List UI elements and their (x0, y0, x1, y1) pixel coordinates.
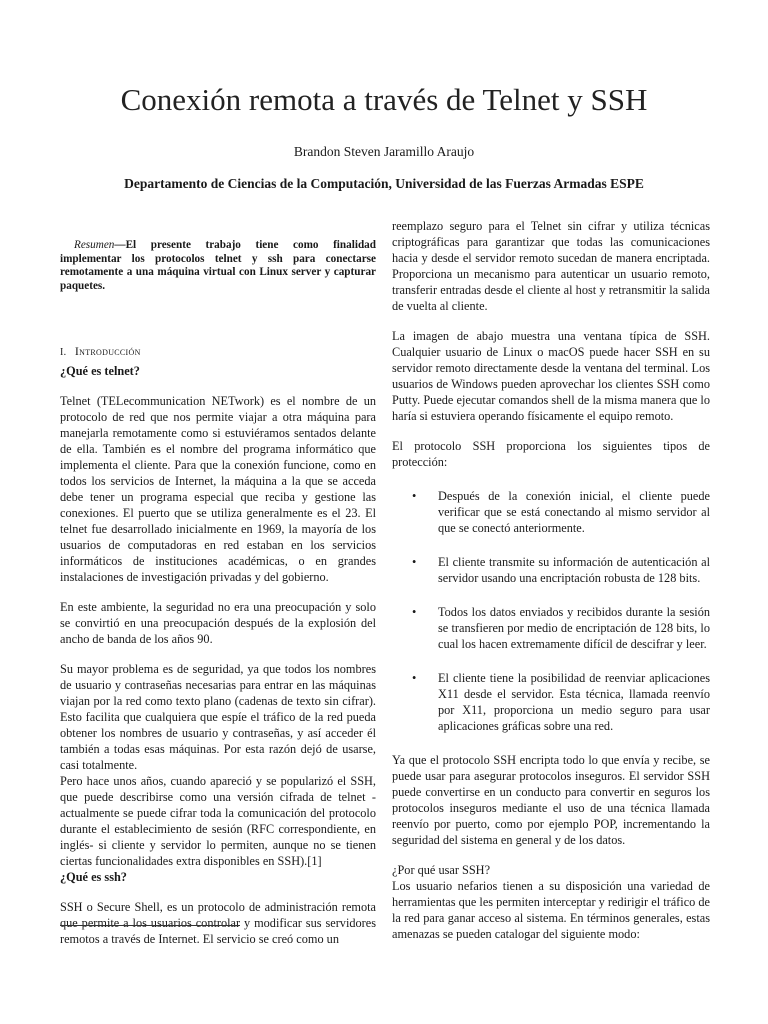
bullet-icon: • (412, 555, 417, 569)
subheading-que-es-ssh: ¿Qué es ssh? (60, 870, 127, 884)
right-column (392, 218, 710, 942)
footnote-rule (60, 925, 240, 926)
subheading-que-es-telnet: ¿Qué es telnet? (60, 364, 140, 378)
section-title: Introducción (74, 344, 141, 358)
abstract (60, 239, 376, 293)
paragraph-problema: Su mayor problema es de seguridad, ya que todos los nombres de usuario y contraseñas necesarias para entrar en las máquinas viajan por la red como texto plano (cadenas de texto sin cifrar). Esto facilita que cualquiera que espíe el tráfico de la red pueda obtener los nombres de usuario y contraseñas, y así acceder él también a todas esas máquinas. Por esta razón dejó de usarse, casi totalmente. (60, 662, 376, 772)
bullet-icon: • (412, 489, 417, 503)
subheading-por-que-usar-ssh: ¿Por qué usar SSH? (392, 863, 491, 877)
list-item: • El cliente tiene la posibilidad de reenviar aplicaciones X11 desde el servidor. Esta técnica, llamada reenvío por X11, proporciona un medio seguro para usar aplicaciones gráficas sobre una red. (412, 671, 710, 733)
paragraph-nefarios: Los usuario nefarios tienen a su disposición una variedad de herramientas que les permiten interceptar y redirigir el tráfico de la red para ganar acceso al sistema. En términos generales, estas amenazas se pueden catalogar del siguiente modo: (392, 879, 710, 941)
list-item: • Todos los datos enviados y recibidos durante la sesión se transfieren por medio de encriptación de 128 bits, lo cual los hacen extremamente difícil de descifrar y leer. (412, 605, 710, 651)
paper-title: Conexión remota a través de Telnet y SSH (120, 82, 648, 117)
paragraph-encripta: Ya que el protocolo SSH encripta todo lo que envía y recibe, se puede usar para asegurar protocolos inseguros. El servidor SSH puede convertirse en un conducto para convertir en seguros los protocolos inseguros mediante el uso de una técnica llamada reenvío por puerto, como por ejemplo POP, incrementando la seguridad del sistema en general y de los datos. (392, 753, 710, 847)
author-affiliation: Departamento de Ciencias de la Computación, Universidad de las Fuerzas Armadas ESPE (124, 176, 644, 191)
paragraph-protocolo-proteccion: El protocolo SSH proporciona los siguientes tipos de protección: (392, 439, 710, 469)
author-name: Brandon Steven Jaramillo Araujo (293, 144, 475, 159)
bullet-icon: • (412, 605, 417, 619)
paragraph-imagen-ssh: La imagen de abajo muestra una ventana típica de SSH. Cualquier usuario de Linux o macOS puede hacer SSH en su servidor remoto directamente desde la ventana del terminal. Los usuarios de Windows pueden aprovechar los clientes SSH como Putty. Puede ejecutar comandos shell de la misma manera que lo haría si estuviera operando físicamente el equipo remoto. (392, 329, 710, 423)
paragraph-telnet: Telnet (TELecommunication NETwork) es el nombre de un protocolo de red que nos permite viajar a otra máquina para manejarla remotamente como si estuviéramos sentados delante de ella. También es el nombre del programa informático que implementa el cliente. Para que la conexión funcione, como en todos los servicios de Internet, la máquina a la que se acceda debe tener un programa especial que reciba y gestione las conexiones. El puerto que se utiliza generalmente es el 23. El telnet fue desarrollado inicialmente en 1969, la mayoría de los usuarios de computadoras en red estaban en los servicios informáticos de instituciones académicas, o en grandes instalaciones de investigación privadas y del gobierno. (60, 394, 376, 584)
left-column (60, 239, 376, 947)
paragraph-hace-unos-anos: Pero hace unos años, cuando apareció y se popularizó el SSH, que puede describirse como una versión cifrada de telnet -actualmente se puede cifrar toda la comunicación del protocolo durante el establecimiento de sesión (RFC correspondiente, en inglés- si cliente y servidor lo permiten, aunque no se tienen ciertas funcionalidades extra disponibles en SSH).[1] (60, 774, 376, 868)
list-item: • Después de la conexión inicial, el cliente puede verificar que se está conectando al mismo servidor al que se conectó anteriormente. (412, 489, 710, 535)
section-heading-introduction (60, 343, 376, 361)
section-number: I. (60, 347, 67, 358)
abstract-text: —El presente trabajo tiene como finalidad implementar los protocolos telnet y ssh para conectarse remotamente a una máquina virtual con Linux server y capturar paquetes. (60, 239, 376, 292)
abstract-lead: Resumen (74, 239, 115, 251)
list-item: • El cliente transmite su información de autenticación al servidor usando una encriptación robusta de 128 bits. (412, 555, 710, 585)
paragraph-ambiente: En este ambiente, la seguridad no era una preocupación y solo se convirtió en una preocupación después de la explosión del ancho de banda de los años 90. (60, 600, 376, 646)
paragraph-reemplazo: reemplazo seguro para el Telnet sin cifrar y utiliza técnicas criptográficas para garantizar que todas las comunicaciones hacia y desde el servidor remoto sucedan de manera encriptada. Proporciona un mecanismo para autenticar un usuario remoto, transferir entradas desde el cliente al host y retransmitir la salida de vuelta al cliente. (392, 219, 710, 313)
protection-list (392, 488, 710, 734)
paragraph-ssh: SSH o Secure Shell, es un protocolo de administración remota que permite a los usuarios controlar y modificar sus servidores remotos a través de Internet. El servicio se creó como un (60, 900, 376, 946)
bullet-icon: • (412, 671, 417, 685)
